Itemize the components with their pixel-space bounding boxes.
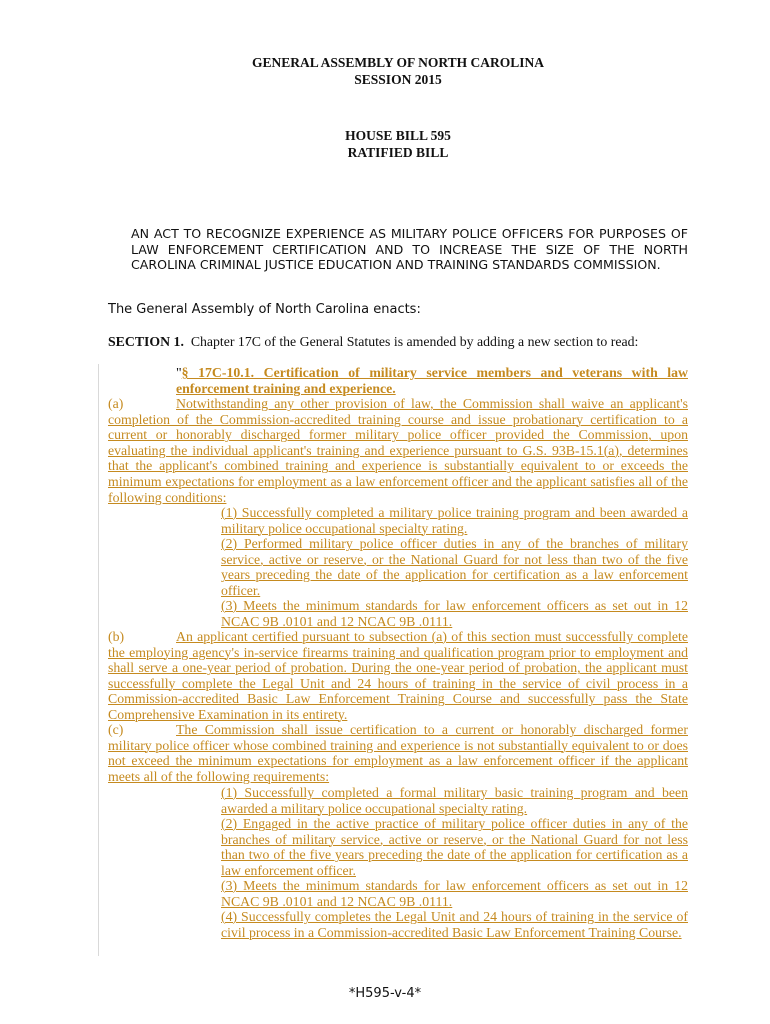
subsection-a-item-3: (3) Meets the minimum standards for law enforcement officers as set out in 12 NCAC 9B .0101 and 12 NCAC 9B .0111. — [221, 598, 688, 629]
act-title: AN ACT TO RECOGNIZE EXPERIENCE AS MILITARY POLICE OFFICERS FOR PURPOSES OF LAW ENFORCEMENT CERTIFICATION AND TO INCREASE THE SIZE OF THE NORTH CAROLINA CRIMINAL JUSTICE EDUCATION AND TRAINING STANDARDS COMMISSION. — [131, 226, 688, 273]
subsection-c-item-3: (3) Meets the minimum standards for law enforcement officers as set out in 12 NCAC 9B .0101 and 12 NCAC 9B .0111. — [221, 878, 688, 909]
subsection-a-item-1: (1) Successfully completed a military police training program and been awarded a military police occupational specialty rating. — [221, 505, 688, 536]
subsection-a-text: Notwithstanding any other provision of law, the Commission shall waive an applicant's completion of the Commission-accredited training course and issue probationary certification to a current or honorably discharged former military police officer provided the Commission, upon evaluating the individual applicant's training and experience pursuant to G.S. 93B-15.1(a), determines that the applicant's combined training and experience is substantially equivalent to or exceeds the minimum expectations for employment as a law enforcement officer and the applicant satisfies all of the following conditions: — [108, 396, 688, 505]
session-label: SESSION 2015 — [354, 72, 442, 87]
section-1-intro — [108, 334, 688, 350]
statute-heading-text: § 17C-10.1. Certification of military service members and veterans with law enforcement training and experience. — [176, 365, 688, 396]
subsection-c-tag: (c) — [108, 722, 124, 737]
assembly-name: GENERAL ASSEMBLY OF NORTH CAROLINA — [251, 55, 545, 70]
subsection-c-item-4: (4) Successfully completes the Legal Unit and 24 hours of training in the service of civil process in a Commission-accredited Basic Law Enforcement Training Course. — [221, 909, 688, 940]
subsection-b — [108, 629, 688, 723]
subsection-a-tag: (a) — [108, 396, 124, 411]
subsection-c-text: The Commission shall issue certification to a current or honorably discharged former military police officer whose combined training and experience is not substantially equivalent to or does not exceed the minimum expectations for employment as a law enforcement officer if the applicant meets all of the following requirements: — [108, 722, 688, 784]
barcode-footer: *H595-v-4* — [348, 986, 422, 1001]
bill-status: RATIFIED BILL — [347, 145, 449, 160]
subsection-b-tag: (b) — [108, 629, 125, 644]
subsection-a-item-2: (2) Performed military police officer duties in any of the branches of military service, active or reserve, or the National Guard for not less than two of the five years preceding the date of the application for certification as a law enforcement officer. — [221, 536, 688, 598]
quote-mark: " — [176, 365, 182, 380]
bill-number: HOUSE BILL 595 — [345, 128, 451, 143]
subsection-c-item-1: (1) Successfully completed a formal military basic training program and been awarded a military police occupational specialty rating. — [221, 785, 688, 816]
subsection-a — [108, 396, 688, 505]
section-intro-text: Chapter 17C of the General Statutes is amended by adding a new section to read: — [190, 334, 639, 349]
subsection-c-item-2: (2) Engaged in the active practice of military police officer duties in any of the branches of military service, active or reserve, or the National Guard for not less than two of the five years preceding the date of the application for certification as a law enforcement officer. — [221, 816, 688, 878]
enacting-clause: The General Assembly of North Carolina enacts: — [108, 302, 421, 317]
statute-heading — [176, 365, 688, 396]
subsection-b-text: An applicant certified pursuant to subsection (a) of this section must successfully complete the employing agency's in-service firearms training and qualification program prior to employment and shall serve a one-year period of probation. During the one-year period of probation, the applicant must successfully complete the Legal Unit and 24 hours of training in the service of civil process in a Commission-accredited Basic Law Enforcement Training Course and successfully pass the State Comprehensive Examination in its entirety. — [108, 629, 688, 722]
bill-header — [108, 127, 688, 161]
revision-bar — [98, 364, 99, 956]
assembly-header — [108, 54, 688, 88]
subsection-c — [108, 722, 688, 784]
section-label: SECTION 1. — [108, 334, 184, 349]
